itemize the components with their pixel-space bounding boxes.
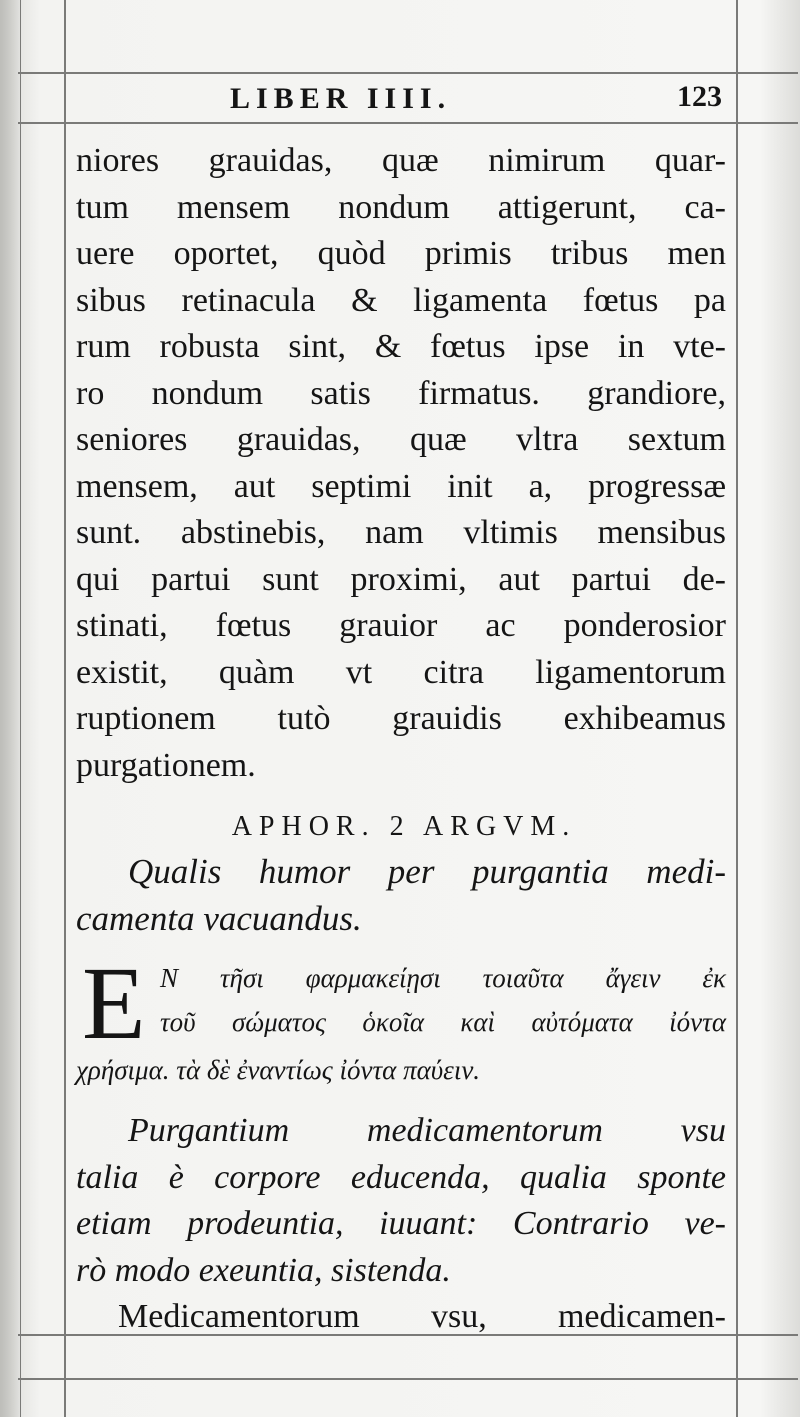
argument-paragraph xyxy=(76,849,726,942)
text-line: sunt. abstinebis, nam vltimis mensibus xyxy=(76,514,726,551)
running-title: LIBER IIII. xyxy=(230,82,452,115)
text-line: qui partui sunt proximi, aut partui de- xyxy=(76,560,726,598)
header-under-rule xyxy=(18,122,798,124)
text-line: tum mensem nondum attigerunt, ca- xyxy=(76,188,726,226)
text-line: mensem, aut septimi init a, progressæ xyxy=(76,467,726,505)
text-line: sibus retinacula & ligamenta fœtus pa xyxy=(76,281,726,319)
bottom-edge-rule xyxy=(18,1378,798,1380)
top-border-rule xyxy=(18,72,798,74)
text-line: rum robusta sint, & fœtus ipse in vte- xyxy=(76,328,726,365)
text-line: ro nondum satis firmatus. grandiore, xyxy=(76,374,726,412)
argument-line: camenta vacuandus. xyxy=(76,898,362,938)
page-header xyxy=(60,76,730,120)
text-line: niores grauidas, quæ nimirum quar- xyxy=(76,142,726,179)
greek-aphorism xyxy=(76,946,726,1102)
commentary-paragraph xyxy=(76,138,726,789)
greek-line: τοῦ σώματος ὁκοῖα καὶ αὐτόματα ἰόντα xyxy=(160,1007,726,1037)
outer-left-rule xyxy=(20,0,21,1417)
greek-line: Ν τῆσι φαρμακείῃσι τοιαῦτα ἄγειν ἐκ xyxy=(160,963,726,993)
left-margin-rule xyxy=(64,0,66,1417)
translation-line: rò modo exeuntia, sistenda. xyxy=(76,1251,451,1289)
text-line: seniores grauidas, quæ vltra sextum xyxy=(76,421,726,458)
drop-cap: E xyxy=(82,946,146,1061)
page-text xyxy=(76,138,726,1341)
greek-line: χρήσιμα. τὰ δὲ ἐναντίως ἰόντα παύειν. xyxy=(76,1055,481,1085)
binding-shadow xyxy=(0,0,22,1417)
text-line: ruptionem tutò grauidis exhibeamus xyxy=(76,700,726,737)
translation-line: talia è corpore educenda, qualia sponte xyxy=(76,1158,726,1196)
translation-line: Medicamentorum vsu, medicamen- xyxy=(118,1298,726,1335)
text-line: existit, quàm vt citra ligamentorum xyxy=(76,653,726,691)
text-line: purgationem. xyxy=(76,746,256,784)
argument-line: Qualis humor per purgantia medi- xyxy=(128,852,726,891)
latin-translation xyxy=(76,1108,726,1341)
text-line: stinati, fœtus grauior ac ponderosior xyxy=(76,607,726,644)
page-number: 123 xyxy=(677,80,722,113)
right-margin-rule xyxy=(736,0,738,1417)
aphorism-heading: APHOR. 2 ARGVM. xyxy=(231,811,577,842)
translation-line: Purgantium medicamentorum vsu xyxy=(128,1112,726,1149)
text-line: uere oportet, quòd primis tribus men xyxy=(76,235,726,272)
translation-line: etiam prodeuntia, iuuant: Contrario ve- xyxy=(76,1205,726,1242)
